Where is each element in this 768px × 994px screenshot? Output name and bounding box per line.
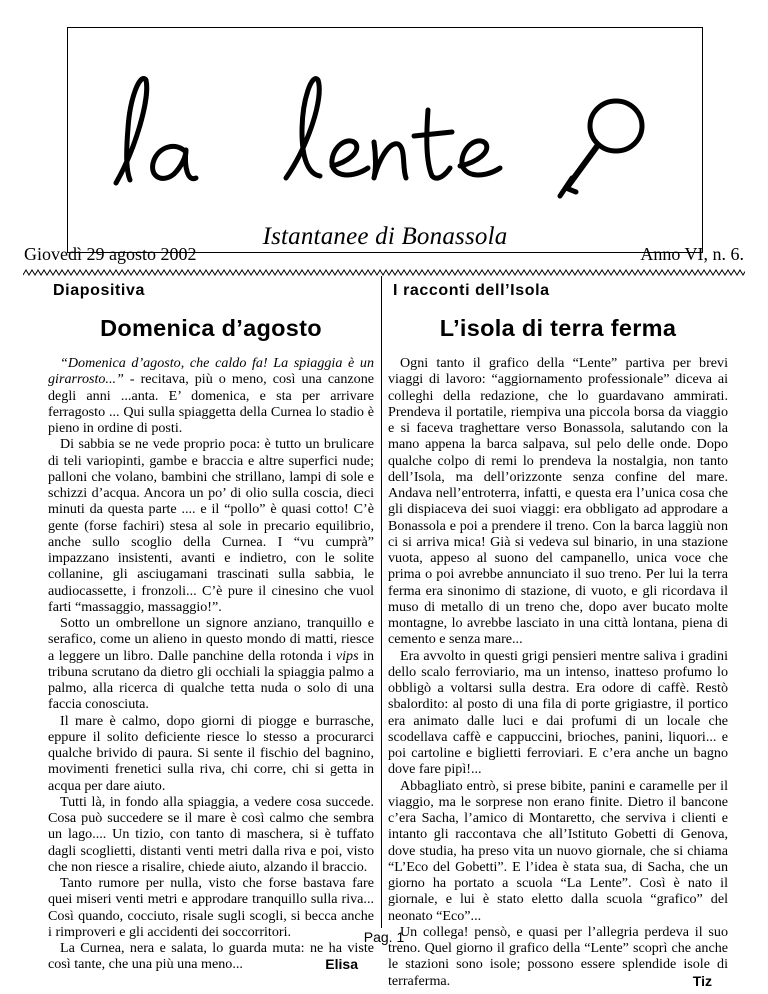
song-quote: “Domenica d’agosto, che caldo fa! La spiaggia è un girarrosto...” — [48, 355, 374, 388]
author-signature: Tiz — [692, 972, 712, 989]
page-number: Pag. 1 — [363, 929, 405, 945]
paragraph — [48, 355, 374, 436]
left-article-body — [48, 355, 374, 973]
left-article-title: Domenica d’agosto — [100, 315, 322, 341]
paragraph: Era avvolto in questi grigi pensieri mentre saliva i gradini dello scalo ferroviario, ma un intenso, inatteso profumo lo obbligò a voltarsi sulla destra. Era odore di caffè. Restò sbalordito: al posto di una fila di porte grigiastre, il portico era animato dalle luci e dai profumi di un locale che scodellava caffè e cappuccini, brioches, panini, liquori... e poi cartoline e biglietti ferroviari. E c’era anche un bagno dove fare pipì!... — [388, 647, 728, 778]
paragraph-text: - recitava, più o meno, così una canzone degli anni ...anta. E’ domenica, e sta per arrivare ferragosto ... Qui sulla spiaggetta della Curnea lo stadio è pieno in ordine di posti. — [48, 371, 374, 436]
right-kicker: I racconti dell’Isola — [393, 282, 550, 299]
paragraph: Tutti là, in fondo alla spiaggia, a vedere cosa succede. Cosa può succedere se il mare è così calmo che sembra un lago.... Un tizio, con tanto di maschera, si è tuffato dagli scoglietti, distanti venti metri dalla riva e poi, visto che non riesce a risalire, chiede aiuto, alzando il braccio. — [48, 793, 374, 875]
issue-number: Anno VI, n. 6. — [640, 244, 744, 264]
zigzag-divider — [23, 268, 745, 278]
left-kicker: Diapositiva — [53, 282, 145, 299]
author-signature: Elisa — [325, 956, 358, 973]
paragraph-text: La Curnea, nera e salata, lo guarda muta: ne ha viste così tante, che una più una meno... — [48, 940, 374, 973]
paragraph: Tanto rumore per nulla, visto che forse bastava fare quei miseri venti metri e approdare tranquillo sulla riva... Così quando, cocciuto, risale sugli scogli, si becca anche i rimproveri e gli accidenti dei soccorritori. — [48, 875, 374, 940]
paragraph: Abbagliato entrò, si prese bibite, panini e caramelle per il viaggio, ma le sorprese non erano finite. Dietro il bancone c’era Sacha, l’amico di Montaretto, che serviva i clienti e intanto gli raccontava che all’Istituto Gobetti di Genova, dove studia, ha preso vita un nuovo giornale, che si chiama “L’Eco del Gobetti”. E l’idea è stata sua, di Sacha, che un giorno ha portato a scuola “La Lente”. Così è nato il giornale, e lui è stato eletto dalla scuola “grafico” del neonato “Eco”... — [388, 777, 728, 924]
right-column — [388, 282, 728, 989]
masthead-subtitle: Istantanee di Bonassola — [262, 223, 508, 250]
left-column — [48, 282, 374, 973]
paragraph: Il mare è calmo, dopo giorni di piogge e burrasche, eppure il solito deficiente riesce lo stesso a procurarci qualche brivido di paura. Si sente il fischio del bagnino, movimenti frenetici sulla riva, chi corre, chi si getta in acqua per dare aiuto. — [48, 712, 374, 794]
paragraph: Di sabbia se ne vede proprio poca: è tutto un brulicare di teli variopinti, gambe e braccia e altre superfici nude; palloni che volano, bambini che strillano, lampi di sole e schizzi d’acqua. Ancora un po’ di olio sulla coscia, dieci minuti da questa parte .... e il “pollo” è quasi cotto! C’è gente (forse fachiri) stesa al sole in precario equilibrio, anche sullo scoglio della Curnea. I “vu cumprà” impazzano insistenti, avanti e indietro, con le solite collanine, gli asciugamani trascinati sulla sabbia, le audiocassette, i fronzoli... C’è pure il cinesino che vuol farti “massaggio, massaggio!”. — [48, 436, 374, 615]
paragraph-text: Sotto un ombrellone un signore anziano, tranquillo e serafico, come un alieno in questo mondo di matti, riesce a leggere un libro. Dalle panchine della rotonda i — [48, 615, 374, 664]
right-article-body — [388, 355, 728, 989]
paragraph: Ogni tanto il grafico della “Lente” partiva per brevi viaggi di lavoro: “aggiornamento professionale” diceva ai colleghi della redazione, che lo guardavano ammirati. Prendeva il portatile, riempiva una piccola borsa da viaggio e si faceva traghettare verso Bonassola, salutando con la mano appena la barca salpava, sul pelo delle onde. Dopo qualche colpo di remi lo prendeva la nostalgia, non tanto dell’Isola, ma dell’orizzonte senza confine del mare. Andava nell’entroterra, infatti, e questa era l’unica cosa che gli dispiaceva dei suoi viaggi: era obbligato ad approdare a Bonassola e poi a prendere il treno. Con la barca laggiù non ci si arriva mica! Già si vedeva sul binario, in una stazione vuota, appeso al suono del campanello, unica voce che prima o poi avrebbe annunciato il suo treno. Per lui la terra ferma era sinonimo di stazione, di vuoto, e gli ricordava il muso di metallo di un treno che, dopo aver bucato molte montagne, lo avrebbe lasciato in una città lontana, piena di cemento e senza mare... — [388, 355, 728, 648]
issue-date: Giovedì 29 agosto 2002 — [24, 244, 197, 264]
right-article-title: L’isola di terra ferma — [439, 315, 677, 341]
paragraph — [48, 615, 374, 713]
paragraph-text: Un collega! pensò, e quasi per l’allegria perdeva il suo treno. Quel giorno il grafico della “Lente” scoprì che anche le stazioni sono isole; possono essere splendide isole di terraferma. — [388, 923, 728, 989]
masthead — [67, 27, 703, 253]
paragraph-text: in tribuna scrutano da dietro gli occhiali la spiaggia palmo a palmo, alla ricerca di qualche tetta nuda o solo di una faccia conosciuta. — [48, 647, 374, 713]
lente-logo-handwritten — [68, 28, 704, 254]
column-divider — [381, 276, 382, 928]
vips-word: vips — [335, 647, 359, 664]
